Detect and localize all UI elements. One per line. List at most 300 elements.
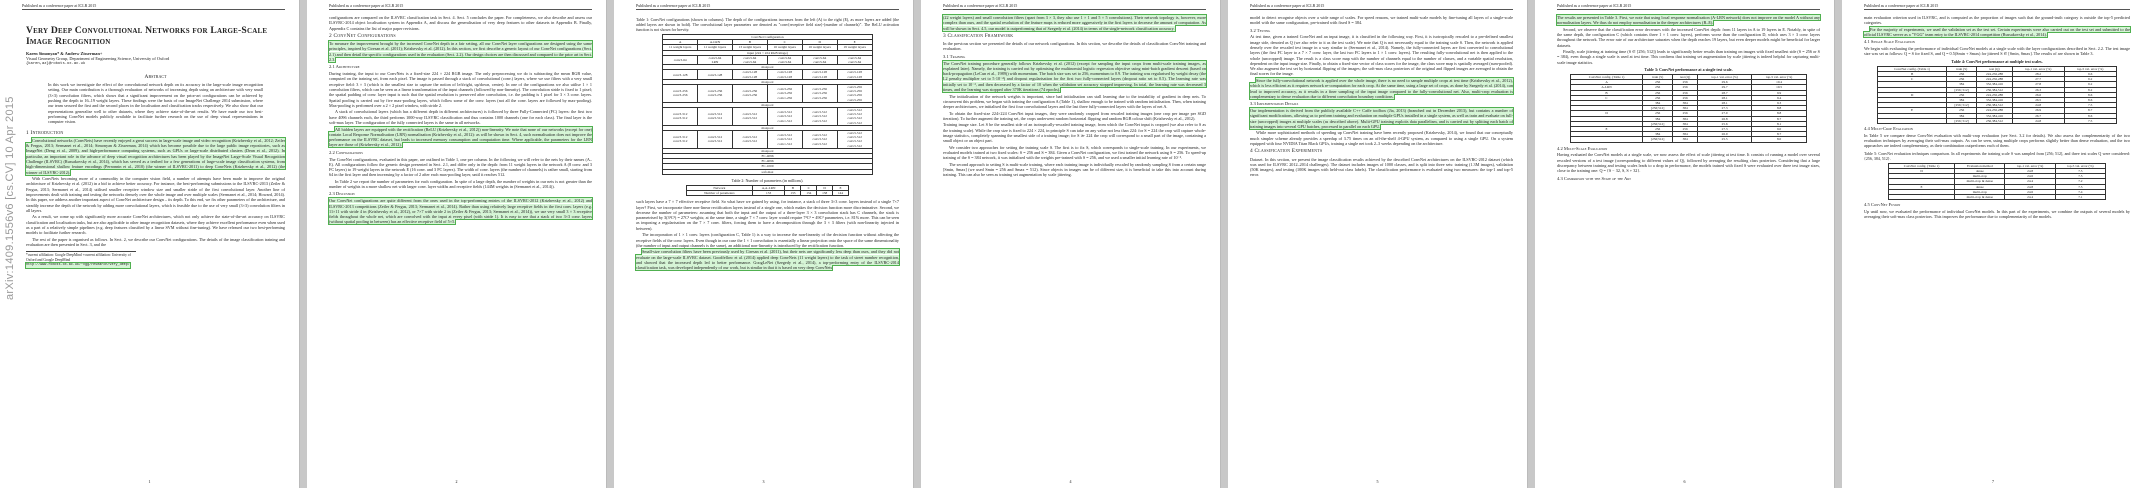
table1-block-cell bbox=[802, 108, 837, 126]
table2-cell: 138 bbox=[817, 191, 833, 196]
paragraph: With ConvNets becoming more of a commodity in the computer vision field, a number of attempts have been made to improve the original architecture of Krizhevsky et al. (2012) in a bid to achieve better accuracy. For instance, the best-performing submissions to the ILSVRC-2013 (Zeiler & Fergus, 2013; Sermanet et al., 2014) utilised smaller receptive window size and smaller stride of the first convolutional layer. Another line of improvements dealt with training and testing the networks densely over the whole image and over multiple scales (Sermanet et al., 2014; Howard, 2014). In this paper, we address another important aspect of ConvNet architecture design – its depth. To this end, we fix other parameters of the architecture, and steadily increase the depth of the network by adding more convolutional layers, which is feasible due to the use of very small (3×3) convolution filters in all layers. bbox=[26, 176, 285, 213]
table1-layer: conv3-512 bbox=[777, 114, 793, 119]
section-heading: 4 Classification Experiments bbox=[1250, 148, 1323, 155]
table5-cell: 7.1 bbox=[2055, 194, 2105, 199]
table3-cell: 384 bbox=[1673, 137, 1698, 142]
table1-block-cell bbox=[663, 55, 698, 64]
running-header: Published as a conference paper at ICLR 2015 bbox=[1250, 3, 1325, 8]
abstract-text: In this work we investigate the effect of the convolutional network depth on its accuracy in the large-scale image recognition setting. Our main contribution is a thorough evaluation of networks of increasing depth using an architecture with very small (3×3) convolution filters, which shows that a significant improvement on the prior-art configurations can be achieved by pushing the depth to 16–19 weight layers. These findings were the basis of our ImageNet Challenge 2014 submission, where our team secured the first and the second places in the localisation and classification tracks respectively. We also show that our representations generalise well to other datasets, where they achieve state-of-the-art results. We have made our two best-performing ConvNet models publicly available to facilitate further research on the use of deep visual representations in computer vision. bbox=[48, 82, 263, 125]
running-header: Published as a conference paper at ICLR 2015 bbox=[943, 3, 1018, 8]
table4-cell: 26.5 bbox=[2012, 97, 2064, 102]
table5-cell: 24.4 bbox=[2005, 194, 2055, 199]
table5-cell: multi-crop bbox=[1955, 174, 2005, 179]
table4-cell: 27.7 bbox=[2012, 77, 2064, 82]
table4-cell bbox=[1878, 118, 1947, 123]
running-header: Published as a conference paper at ICLR 2015 bbox=[1864, 3, 1939, 8]
table5-cell: 24.8 bbox=[2005, 184, 2055, 189]
table1-layer: conv3-512 bbox=[812, 133, 827, 138]
table3-cell: 256 bbox=[1673, 85, 1698, 90]
table5-caption: Table 5: ConvNet evaluation techniques comparison. In all experiments the training scale S was sampled from [256; 512], and three test scales Q were considered: {256, 384, 512}. bbox=[1864, 150, 2130, 161]
table1-layer: conv3-128 bbox=[777, 74, 793, 79]
table3-cell: 384 bbox=[1673, 121, 1698, 126]
table5-cell: multi-crop & dense bbox=[1955, 194, 2005, 199]
table3-cell: 28.1 bbox=[1697, 95, 1751, 100]
table3-cell: 256 bbox=[1642, 95, 1672, 100]
table2-cell: 133 bbox=[785, 191, 801, 196]
table3-header-cell: top-5 val. error (%) bbox=[1752, 75, 1806, 80]
table2-header-cell: C bbox=[801, 185, 817, 190]
table-row bbox=[1888, 194, 2105, 199]
page-body bbox=[636, 15, 899, 474]
table2-data-row bbox=[686, 191, 848, 196]
table1-block-cell bbox=[663, 70, 698, 79]
table1-block-cell bbox=[732, 55, 767, 64]
table3-cell bbox=[1571, 137, 1643, 142]
paragraph: Second, we observe that the classification error decreases with the increased ConvNet depth: from 11 layers in A to 19 layers in E. Notably, in spite of the same depth, the configuration C (which contains three 1 × 1 conv. layers), performs worse than the configuration D, which uses 3 × 3 conv. layers throughout the network. The error rate of our architecture saturates when the depth reaches 19 layers, but even deeper models might be beneficial for larger datasets. bbox=[1557, 26, 1820, 48]
paragraph: To obtain the fixed-size 224×224 ConvNet input images, they were randomly cropped from rescaled training images (one crop per image per SGD iteration). To further augment the training set, the crops underwent random horizontal flipping and random RGB colour shift (Krizhevsky et al., 2012). bbox=[943, 110, 1206, 121]
running-header: Published as a conference paper at ICLR 2015 bbox=[1557, 3, 1632, 8]
paragraph bbox=[26, 138, 285, 175]
table3-cell: 256 bbox=[1673, 111, 1698, 116]
paragraph bbox=[1250, 78, 1513, 99]
table1-layer: conv3-128 bbox=[742, 70, 758, 75]
table1-layer: conv3-512 bbox=[742, 116, 758, 121]
table1-block-cell bbox=[802, 85, 837, 103]
table4-body bbox=[1878, 71, 2116, 123]
header-rule bbox=[943, 9, 1206, 10]
table1-layer: conv3-512 bbox=[707, 135, 723, 140]
footnote-affiliation: *current affiliation: Google DeepMind +current affiliation: University of Oxford and Google DeepMind bbox=[26, 253, 131, 262]
table4-cell: 256 bbox=[1946, 77, 1977, 82]
table1-fc-layer: FC-1000 bbox=[663, 164, 872, 169]
table1-layer: conv3-256 bbox=[812, 95, 827, 100]
paper-page-7 bbox=[1842, 0, 2144, 488]
table3-cell: 256 bbox=[1642, 80, 1672, 85]
table4-cell: C bbox=[1878, 77, 1947, 82]
table5-cell: 7.4 bbox=[2055, 189, 2105, 194]
table1-layer: conv3-256 bbox=[812, 87, 827, 92]
table3-cell: 8.8 bbox=[1752, 106, 1806, 111]
table-convnet-configurations bbox=[662, 34, 872, 175]
paper-page-2 bbox=[307, 0, 607, 488]
table1-block-cell bbox=[698, 131, 733, 149]
paper-page-3 bbox=[614, 0, 914, 488]
paragraph: We consider two approaches for setting the training scale S. The first is to fix S, which corresponds to single-scale training. In our experiments, we evaluated models trained at two fixed scales: S = 256 and S = 384. Given a ConvNet configuration, we first trained the network using S = 256. To speed-up training of the S = 384 network, it was initialised with the weights pre-trained with S = 256, and we used a smaller initial learning rate of 10⁻³. bbox=[943, 144, 1206, 161]
table1-layer: conv3-512 bbox=[742, 135, 758, 140]
page-body bbox=[1557, 15, 1820, 474]
paragraph: We begin with evaluating the performance of individual ConvNet models at a single scale with the layer configurations described in Sect. 2.2. The test image size was set as follows: Q = S for fixed S, and Q = 0.5(Smin + Smax) for jittered S ∈ [Smin, Smax]. The results of are shown in Table 3. bbox=[1864, 46, 2130, 57]
table5-cell: multi-crop bbox=[1955, 189, 2005, 194]
table1-layer: conv3-512 bbox=[672, 135, 688, 140]
table4-cell: [256; 512] bbox=[1946, 87, 1977, 92]
table1-layer: conv3-256 bbox=[847, 85, 862, 90]
table3-cell: 384 bbox=[1673, 132, 1698, 137]
table5-cell: 24.4 bbox=[2005, 179, 2055, 184]
subsection-heading: 2.2 Configurations bbox=[329, 149, 363, 155]
table5-cell: 7.5 bbox=[2055, 174, 2105, 179]
table3-cell: 256 bbox=[1673, 80, 1698, 85]
table1-fc-layer: soft-max bbox=[663, 169, 872, 174]
table3-cell: 27.3 bbox=[1697, 127, 1751, 132]
table3-cell: 26.9 bbox=[1697, 132, 1751, 137]
paragraph: model to detect recognise objects over a wide range of scales. For speed reasons, we trained multi-scale models by fine-tuning all layers of a single-scale model with the same configuration, pre-trained with fixed S = 384. bbox=[1250, 15, 1513, 26]
table1-depth: 16 weight layers bbox=[802, 45, 837, 50]
table4-header-cell: top-1 val. error (%) bbox=[2012, 66, 2064, 71]
table1-column-name: B bbox=[732, 40, 767, 45]
table2-header-cell: E bbox=[833, 185, 849, 190]
table1-maxpool: maxpool bbox=[663, 148, 872, 153]
cited-text[interactable]: Our implementation is derived from the publicly available C++ Caffe toolbox (Jia, 2013) (branched out in December 2013), but contains a number of significant modifications, allowing us to perform training and evaluation on multiple GPUs installed in a single system, as well as train and evaluate on full-size (uncropped) images at multiple scales (as described above). Multi-GPU training exploits data parallelism, and is carried out by splitting each batch of training images into several GPU batches, processed in parallel on each GPU. bbox=[1250, 107, 1513, 129]
page-body bbox=[1250, 15, 1513, 474]
table4-cell: [256; 512] bbox=[1946, 118, 1977, 123]
table2-cell: 134 bbox=[801, 191, 817, 196]
table3-cell: 384 bbox=[1642, 132, 1672, 137]
section-heading-introduction: 1 Introduction bbox=[26, 129, 64, 136]
paper-page-1 bbox=[0, 0, 300, 488]
table3-cell: 25.5 bbox=[1697, 137, 1751, 142]
table1-depth: 11 weight layers bbox=[698, 45, 733, 50]
table5-cell: 7.2 bbox=[2055, 179, 2105, 184]
table3-cell: 256 bbox=[1673, 127, 1698, 132]
cited-text[interactable]: For the majority of experiments, we used the validation set as the test set. Certain experiments were also carried out on the test set and submitted to the official ILSVRC server as a "VGG" team entry to the ILSVRC-2014 competition (Russakovsky et al., 2014). bbox=[1864, 26, 2130, 38]
subsection-heading: 3.2 Testing bbox=[1250, 27, 1271, 33]
subsection-heading: 3.1 Training bbox=[943, 53, 966, 59]
paragraph: At test time, given a trained ConvNet and an input image, it is classified in the following way. First, it is isotropically rescaled to a pre-defined smallest image side, denoted as Q (we also refer to it as the test scale). We note that Q is not necessarily equal to the training scale S. Then, the network is applied densely over the rescaled test image in a way similar to (Sermanet et al., 2014). Namely, the fully-connected layers are first converted to convolutional layers (the first FC layer to a 7 × 7 conv. layer, the last two FC layers to 1 × 1 conv. layers). The resulting fully-convolutional net is then applied to the whole (uncropped) image. The result is a class score map with the number of channels equal to the number of classes, and a variable spatial resolution, dependent on the input image size. Finally, to obtain a fixed-size vector of class scores for the image, the class score map is spatially averaged (sum-pooled). We also augment the test set by horizontal flipping of the images; the soft-max class posteriors of the original and flipped images are averaged to obtain the final scores for the image. bbox=[1250, 34, 1513, 77]
table1-input: input (224 × 224 RGB image) bbox=[663, 50, 872, 55]
paragraph: In the previous section we presented the details of our network configurations. In this section, we describe the details of classification ConvNet training and evaluation. bbox=[943, 41, 1206, 52]
table1-layer: conv3-512 bbox=[847, 131, 862, 136]
paragraph: In Table 5 we compare dense ConvNet evaluation with multi-crop evaluation (see Sect. 3.2 for details). We also assess the complementarity of the two evaluation techniques by averaging their soft-max outputs. As can be seen, using multiple crops performs slightly better than dense evaluation, and the two approaches are indeed complementary, as their combination outperforms each of them. bbox=[1864, 132, 2130, 149]
table3-cell: [256;512] bbox=[1642, 106, 1672, 111]
header-rule bbox=[1557, 9, 1820, 10]
project-link[interactable]: http://www.robots.ox.ac.uk/~vgg/research/very_deep/ bbox=[26, 263, 130, 268]
cited-text[interactable]: To measure the improvement brought by the increased ConvNet depth in a fair setting, all our ConvNet layer configurations are designed using the same principles, inspired by Ciresan et al. (2011); Krizhevsky et al. (2012). In this section, we first describe a generic layout of our ConvNet configurations (Sect. 2.1) and then detail the specific configurations used in the evaluation (Sect. 2.2). Our design choices are then discussed and compared to the prior art in Sect. 2.3. bbox=[329, 41, 592, 63]
running-header: Published as a conference paper at ICLR 2015 bbox=[329, 3, 404, 8]
subsection-heading: 4.1 Single Scale Evaluation bbox=[1864, 39, 1915, 45]
table1-conv-block bbox=[663, 85, 872, 103]
table4-cell: 256,384,512 bbox=[1977, 103, 2012, 108]
table1-layer: conv3-256 bbox=[777, 87, 793, 92]
table1-layer: conv3-256 bbox=[847, 97, 862, 102]
table4-cell: 27.8 bbox=[2012, 82, 2064, 87]
table1-layer: conv3-64 bbox=[778, 55, 792, 60]
table1-layer: conv3-128 bbox=[847, 74, 862, 79]
page-body bbox=[943, 15, 1206, 474]
table4-cell: D bbox=[1878, 92, 1947, 97]
table3-cell: 8.0 bbox=[1752, 137, 1806, 142]
table-row bbox=[1878, 118, 2116, 123]
cited-text[interactable]: All hidden layers are equipped with the rectification (ReLU (Krizhevsky et al., 2012)) non-linearity. We note that none of our networks (except for one) contain Local Response Normalisation (LRN) normalisation (Krizhevsky et al., 2012): as will be shown in Sect. 4, such normalisation does not improve the performance on the ILSVRC dataset, but leads to increased memory consumption and computation time. Where applicable, the parameters for the LRN layer are those of (Krizhevsky et al., 2012). bbox=[329, 126, 592, 148]
cited-text[interactable]: The results are presented in Table 3. First, we note that using local response normalisation (A-LRN network) does not improve on the model A without any normalisation layers. We thus do not employ normalisation in the deeper architectures (B–E). bbox=[1557, 15, 1820, 26]
table1-layer: conv3-64 bbox=[708, 55, 722, 60]
table5-cell: multi-crop & dense bbox=[1955, 179, 2005, 184]
table4-header-cell: test (Q) bbox=[1977, 66, 2012, 71]
table3-cell: 9.3 bbox=[1752, 101, 1806, 106]
table2-header-cell: D bbox=[817, 185, 833, 190]
table1-layer: conv3-128 bbox=[672, 72, 688, 77]
paragraph bbox=[329, 41, 592, 62]
affiliation: Visual Geometry Group, Department of Engineering Science, University of Oxford bbox=[26, 56, 170, 62]
paragraph bbox=[1864, 27, 2130, 38]
table1-layer: conv1-512 bbox=[777, 118, 793, 123]
table4-cell: 7.5 bbox=[2064, 103, 2116, 108]
table1-layer: conv3-256 bbox=[707, 93, 723, 98]
table1-block-cell bbox=[732, 70, 767, 79]
footnote bbox=[26, 251, 136, 267]
table4-cell: 352,384,416 bbox=[1977, 82, 2012, 87]
table1-block-cell bbox=[698, 85, 733, 103]
table1-layer: conv3-512 bbox=[672, 116, 688, 121]
paragraph bbox=[943, 15, 1206, 31]
table5-cell: dense bbox=[1955, 168, 2005, 173]
table-evaluation-techniques bbox=[1888, 163, 2106, 200]
table1-maxpool: maxpool bbox=[663, 125, 872, 130]
table1-block-cell bbox=[837, 70, 872, 79]
paper-title: Very Deep Convolutional Networks for Large-Scale Image Recognition bbox=[26, 25, 268, 47]
table1-maxpool: maxpool bbox=[663, 102, 872, 107]
table3-cell: B bbox=[1571, 90, 1643, 95]
table5-cell: 7.5 bbox=[2055, 168, 2105, 173]
table1-layer: conv1-256 bbox=[777, 95, 793, 100]
table3-cell: 256 bbox=[1642, 85, 1672, 90]
arxiv-stamp: arXiv:1409.1556v6 [cs.CV] 10 Apr 2015 bbox=[4, 96, 16, 300]
table1-layer: conv3-512 bbox=[847, 116, 862, 121]
table4-cell: 8.6 bbox=[2064, 97, 2116, 102]
table5-cell bbox=[1888, 194, 1954, 199]
table3-cell: 29.7 bbox=[1697, 85, 1751, 90]
table4-cell: 9.2 bbox=[2064, 77, 2116, 82]
table4-cell: 24.8 bbox=[2012, 118, 2064, 123]
page-number: 1 bbox=[148, 479, 151, 484]
table3-cell: 10.5 bbox=[1752, 85, 1806, 90]
table4-cell: 8.6 bbox=[2064, 113, 2116, 118]
running-header: Published as a conference paper at ICLR 2015 bbox=[22, 3, 97, 8]
paragraph: main evaluation criterion used in ILSVRC, and is computed as the proportion of images such that the ground-truth category is outside the top-5 predicted categories. bbox=[1864, 15, 2130, 26]
table1-layer: conv3-256 bbox=[847, 93, 862, 98]
table1-block-cell bbox=[767, 85, 802, 103]
table1-maxpool: maxpool bbox=[663, 65, 872, 70]
table1-block-cell bbox=[837, 108, 872, 126]
cited-text[interactable]: Convolutional networks (ConvNets) have recently enjoyed a great success in large-scale image and video recognition (Krizhevsky et al., 2012; Zeiler & Fergus, 2013; Sermanet et al., 2014; Simonyan & Zisserman, 2014) which has become possible due to the large public image repositories, such as ImageNet (Deng et al., 2009), and high-performance computing systems, such as GPUs or large-scale distributed clusters (Dean et al., 2012). In particular, an important role in the advance of deep visual recognition architectures has been played by the ImageNet Large-Scale Visual Recognition Challenge (ILSVRC) (Russakovsky et al., 2014), which has served as a testbed for a few generations of large-scale image classification systems, from high-dimensional shallow feature encodings (Perronnin et al., 2010) (the winner of ILSVRC-2011) to deep ConvNets (Krizhevsky et al., 2012) (the winner of ILSVRC-2012). bbox=[26, 137, 285, 175]
table3-cell: 29.6 bbox=[1697, 80, 1751, 85]
table1-layer: conv3-512 bbox=[707, 139, 723, 144]
table1-block-cell bbox=[837, 55, 872, 64]
table3-body bbox=[1571, 80, 1807, 142]
table4-cell: 256,384,512 bbox=[1977, 118, 2012, 123]
table4-cell: 256,384,512 bbox=[1977, 87, 2012, 92]
table2-header-cell: Network bbox=[686, 185, 752, 190]
table3-cell: 28.7 bbox=[1697, 90, 1751, 95]
paragraph: Up until now, we evaluated the performance of individual ConvNet models. In this part of the experiments, we combine the outputs of several models by averaging their soft-max class posteriors. This improves the performance due to complementarity of the models. bbox=[1864, 208, 2130, 220]
table3-cell: 9.9 bbox=[1752, 90, 1806, 95]
table3-cell: 26.8 bbox=[1697, 116, 1751, 121]
table2-cell: Number of parameters bbox=[686, 191, 752, 196]
table4-caption: Table 4: ConvNet performance at multiple test scales. bbox=[1951, 58, 2043, 64]
header-rule bbox=[636, 9, 899, 10]
table1-depth: 19 weight layers bbox=[837, 45, 872, 50]
table4-cell: B bbox=[1878, 71, 1947, 76]
table4-cell: 352,384,416 bbox=[1977, 113, 2012, 118]
header-rule bbox=[1864, 9, 2130, 10]
table-parameters bbox=[686, 185, 849, 196]
table3-cell: 27.0 bbox=[1697, 111, 1751, 116]
table1-layer: conv3-512 bbox=[777, 133, 793, 138]
table5-cell: 24.8 bbox=[2005, 168, 2055, 173]
table1-depth: 16 weight layers bbox=[767, 45, 802, 50]
table3-cell: 8.1 bbox=[1752, 121, 1806, 126]
table1-layer: conv3-256 bbox=[672, 93, 688, 98]
table3-caption: Table 3: ConvNet performance at a single test scale. bbox=[1644, 67, 1733, 73]
cited-text[interactable]: Since the fully-convolutional network is applied over the whole image, there is no need to sample multiple crops at test time (Krizhevsky et al., 2012), which is less efficient as it requires network re-computation for each crop. At the same time, using a large set of crops, as done by Szegedy et al. (2014), can lead to improved accuracy, as it results in a finer sampling of the input image compared to the fully-convolutional net. Also, multi-crop evaluation is complementary to dense evaluation due to different convolution boundary conditions. bbox=[1250, 77, 1513, 99]
table1-layer: conv3-512 bbox=[777, 137, 793, 142]
table1-layer: conv3-64 bbox=[848, 60, 862, 65]
table3-cell: A-LRN bbox=[1571, 85, 1643, 90]
table1-block-cell bbox=[767, 131, 802, 149]
cited-text[interactable]: Our ConvNet configurations are quite different from the ones used in the top-performing entries of the ILSVRC-2012 (Krizhevsky et al., 2012) and ILSVRC-2013 competitions (Zeiler & Fergus, 2013; Sermanet et al., 2014). Rather than using relatively large receptive fields in the first conv. layers (e.g. 11×11 with stride 4 in (Krizhevsky et al., 2012), or 7×7 with stride 2 in (Zeiler & Fergus, 2013; Sermanet et al., 2014)), we use very small 3 × 3 receptive fields throughout the whole net, which are convolved with the input at every pixel (with stride 1). It is easy to see that a stack of two 3×3 conv. layers (without spatial pooling in between) has an effective receptive field of 5×5. bbox=[329, 198, 592, 225]
table4-cell: E bbox=[1878, 108, 1947, 113]
author-email: {karen,az}@robots.ox.ac.uk bbox=[26, 61, 86, 66]
table1-layer: conv3-512 bbox=[847, 112, 862, 117]
table1-caption: Table 1: ConvNet configurations (shown in columns). The depth of the configurations increases from the left (A) to the right (E), as more layers are added (the added layers are shown in bold). The convolutional layer parameters are denoted as "conv⟨receptive field size⟩-⟨number of channels⟩". The ReLU activation function is not shown for brevity. bbox=[636, 17, 899, 32]
table1-column-name: C bbox=[767, 40, 802, 45]
table4-cell: 224,256,288 bbox=[1977, 108, 2012, 113]
table1-layer: conv3-256 bbox=[742, 93, 758, 98]
table3-cell: 256 bbox=[1673, 90, 1698, 95]
paragraph: The incorporation of 1 × 1 conv. layers (configuration C, Table 1) is a way to increase the non-linearity of the decision function without affecting the receptive fields of the conv. layers. Even though in our case the 1 × 1 convolution is essentially a linear projection onto the space of the same dimensionality (the number of input and output channels is the same), an additional non-linearity is introduced by the rectification function. bbox=[636, 232, 899, 248]
section-heading: 2 ConvNet Configurations bbox=[329, 32, 396, 39]
page-number: 2 bbox=[455, 479, 458, 484]
table5-header-cell: ConvNet config. (Table 1) bbox=[1888, 163, 1954, 168]
table4-cell: 24.8 bbox=[2012, 103, 2064, 108]
page-body bbox=[26, 15, 285, 474]
table1-column-name: A bbox=[663, 40, 698, 45]
table3-cell: 8.8 bbox=[1752, 111, 1806, 116]
table4-cell: 256 bbox=[1946, 108, 1977, 113]
page-number: 4 bbox=[1069, 479, 1072, 484]
table3-cell: 9.0 bbox=[1752, 127, 1806, 132]
table3-cell: [256;512] bbox=[1642, 121, 1672, 126]
paragraph: The ConvNet configurations, evaluated in this paper, are outlined in Table 1, one per column. In the following we will refer to the nets by their names (A–E). All configurations follow the generic design presented in Sect. 2.1, and differ only in the depth: from 11 weight layers in the network A (8 conv. and 3 FC layers) to 19 weight layers in the network E (16 conv. and 3 FC layers). The width of conv. layers (the number of channels) is rather small, starting from 64 in the first layer and then increasing by a factor of 2 after each max-pooling layer, until it reaches 512. bbox=[329, 156, 592, 178]
table3-cell: 256 bbox=[1673, 95, 1698, 100]
table1-layer: conv3-512 bbox=[812, 141, 827, 146]
header-rule bbox=[1250, 9, 1513, 10]
table1-layer: conv3-256 bbox=[672, 89, 688, 94]
table1-block-cell bbox=[767, 108, 802, 126]
table1-block-cell bbox=[732, 131, 767, 149]
table1-block-cell bbox=[698, 70, 733, 79]
table3-cell: 384 bbox=[1642, 116, 1672, 121]
cited-text[interactable]: The ConvNet training procedure generally follows Krizhevsky et al. (2012) (except for sampling the input crops from multi-scale training images, as explained later). Namely, the training is carried out by optimising the multinomial logistic regression objective using mini-batch gradient descent (based on back-propagation (LeCun et al., 1989)) with momentum. The batch size was set to 256, momentum to 0.9. The training was regularised by weight decay (the L2 penalty multiplier set to 5·10⁻⁴) and dropout regularisation for the first two fully-connected layers (dropout ratio set to 0.5). The learning rate was initially set to 10⁻², and then decreased by a factor of 10 when the validation set accuracy stopped improving. In total, the learning rate was decreased 3 times, and the learning was stopped after 370K iterations (74 epochs). bbox=[943, 60, 1206, 93]
table5-header-cell: Evaluation method bbox=[1955, 163, 2005, 168]
page-number: 7 bbox=[1992, 479, 1994, 484]
table4-cell: 26.9 bbox=[2012, 108, 2064, 113]
cited-text[interactable]: Small-size convolution filters have been previously used by Ciresan et al. (2011), but their nets are significantly less deep than ours, and they did not evaluate on the large-scale ILSVRC dataset. Goodfellow et al. (2014) applied deep ConvNets (11 weight layers) to the task of street number recognition, and showed that the increased depth led to better performance. GoogLeNet (Szegedy et al., 2014), a top-performing entry of the ILSVRC-2014 classification task, was developed independently of our work, but is similar in that it is based on very deep ConvNets bbox=[636, 249, 899, 271]
table-single-scale bbox=[1570, 74, 1807, 143]
subsection-heading: 4.5 ConvNet Fusion bbox=[1864, 202, 1901, 208]
table1-layer: conv3-512 bbox=[847, 139, 862, 144]
paragraph: A stack of convolutional layers (which has a different depth in different architectures) is followed by three Fully-Connected (FC) layers: the first two have 4096 channels each, the third performs 1000-way ILSVRC classification and thus contains 1000 channels (one for each class). The final layer is the soft-max layer. The configuration of the fully connected layers is the same in all networks. bbox=[329, 109, 592, 126]
table4-header-row bbox=[1878, 66, 2116, 71]
table1-block-cell bbox=[663, 85, 698, 103]
cited-text[interactable]: (22 weight layers) and small convolution filters (apart from 3 × 3, they also use 1 × 1 and 5 × 5 convolutions). Their network topology is, however, more complex than ours, and the spatial resolution of the feature maps is reduced more aggressively in the first layers to decrease the amount of computation. As will be shown in Sect. 4.5, our model is outperforming that of Szegedy et al. (2014) in terms of the single-network classification accuracy. bbox=[943, 15, 1206, 31]
table2-header-cell: A,A-LRN bbox=[752, 185, 785, 190]
table1-block-cell bbox=[663, 131, 698, 149]
page-number: 3 bbox=[762, 479, 765, 484]
table4-cell: 26.7 bbox=[2012, 113, 2064, 118]
table1-layer: conv1-512 bbox=[777, 141, 793, 146]
table1-layer: conv3-512 bbox=[742, 112, 758, 117]
paragraph bbox=[1250, 108, 1513, 129]
table1-layer: conv3-512 bbox=[847, 135, 862, 140]
table1-layer: conv3-256 bbox=[742, 89, 758, 94]
table3-cell: C bbox=[1571, 95, 1643, 100]
paragraph bbox=[943, 61, 1206, 93]
paragraph: As a result, we come up with significantly more accurate ConvNet architectures, which not only achieve the state-of-the-art accuracy on ILSVRC classification and localisation tasks, but are also applicable to other image recognition datasets, where they achieve excellent performance even when used as a part of a relatively simple pipelines (e.g. deep features classified by a linear SVM without fine-tuning). We have released our two best-performing models to facilitate further research. bbox=[26, 214, 285, 236]
table5-header-cell: top-5 val. error (%) bbox=[2055, 163, 2105, 168]
subsection-heading: 4.4 Multi-Crop Evaluation bbox=[1864, 126, 1913, 131]
table4-cell: 26.3 bbox=[2012, 87, 2064, 92]
paragraph: The second approach to setting S is multi-scale training, where each training image is individually rescaled by randomly sampling S from a certain range [Smin, Smax] (we used Smin = 256 and Smax = 512). Since objects in images can be of different size, it is beneficial to take this into account during training. This can also be seen as training set augmentation by scale jittering. bbox=[943, 161, 1206, 178]
table1-conv-block bbox=[663, 70, 872, 79]
page-number: 6 bbox=[1683, 479, 1686, 484]
table1-conv-block bbox=[663, 55, 872, 64]
paragraph: The initialisation of the network weights is important, since bad initialisation can stall learning due to the instability of gradient in deep nets. To circumvent this problem, we began with training the configuration A (Table 1), shallow enough to be trained with random initialisation. Then, when training deeper architectures, we initialised the first four convolutional layers and the last three fully-connected layers with the layers of net A. bbox=[943, 93, 1206, 110]
table4-cell: 9.6 bbox=[2064, 71, 2116, 76]
subsection-heading: 2.1 Architecture bbox=[329, 64, 360, 70]
table3-header-cell: ConvNet config. (Table 1) bbox=[1571, 75, 1643, 80]
table1-layer: conv3-512 bbox=[812, 114, 827, 119]
table1-layer: conv3-512 bbox=[742, 139, 758, 144]
table5-body bbox=[1888, 168, 2105, 199]
table5-cell: 24.6 bbox=[2005, 174, 2055, 179]
table2-cell: 144 bbox=[833, 191, 849, 196]
table1-block-cell bbox=[767, 70, 802, 79]
paragraph bbox=[1557, 15, 1820, 26]
paragraph: Having evaluated the ConvNet models at a single scale, we now assess the effect of scale jittering at test time. It consists of running a model over several rescaled versions of a test image (corresponding to different values of Q), followed by averaging the resulting class posteriors. Considering that a large discrepancy between training and testing scales leads to a drop in performance, the models trained with fixed S were evaluated over three test image sizes, close to the training one: Q = {S − 32, S, S + 32}. bbox=[1557, 152, 1820, 174]
abstract-heading: Abstract bbox=[144, 73, 167, 80]
table1-block-cell bbox=[802, 131, 837, 149]
paragraph: such layers have a 7 × 7 effective receptive field. So what have we gained by using, for instance, a stack of three 3×3 conv. layers instead of a single 7×7 layer? First, we incorporate three non-linear rectification layers instead of a single one, which makes the decision function more discriminative. Second, we decrease the number of parameters: assuming that both the input and the output of a three-layer 3 × 3 convolution stack has C channels, the stack is parametrised by 3(3²C²) = 27C² weights; at the same time, a single 7 × 7 conv. layer would require 7²C² = 49C² parameters, i.e. 81% more. This can be seen as imposing a regularisation on the 7 × 7 conv. filters, forcing them to have a decomposition through the 3 × 3 filters (with non-linearity injected in between). bbox=[636, 199, 899, 231]
page-body bbox=[1864, 15, 2130, 474]
table3-cell: 256 bbox=[1642, 90, 1672, 95]
paragraph: Finally, scale jittering at training time (S ∈ [256; 512]) leads to significantly better results than training on images with fixed smallest side (S = 256 or S = 384), even though a single scale is used at test time. This confirms that training set augmentation by scale jittering is indeed helpful for capturing multi-scale image statistics. bbox=[1557, 49, 1820, 65]
table1-layer: conv3-512 bbox=[672, 139, 688, 144]
table1-column-name: A-LRN bbox=[698, 40, 733, 45]
table1-fc-layer: FC-4096 bbox=[663, 154, 872, 159]
table1-fc-row bbox=[663, 169, 872, 174]
table1-layer: conv3-512 bbox=[777, 110, 793, 115]
table1-layer: conv3-256 bbox=[812, 91, 827, 96]
paragraph: During training, the input to our ConvNets is a fixed-size 224 × 224 RGB image. The only preprocessing we do is subtracting the mean RGB value, computed on the training set, from each pixel. The image is passed through a stack of convolutional (conv.) layers, where we use filters with a very small receptive field: 3 × 3 (which is the smallest size to capture the notion of left/right, up/down, center). In one of the configurations we also utilise 1 × 1 convolution filters, which can be seen as a linear transformation of the input channels (followed by non-linearity). The convolution stride is fixed to 1 pixel; the spatial padding of conv. layer input is such that the spatial resolution is preserved after convolution, i.e. the padding is 1 pixel for 3 × 3 conv. layers. Spatial pooling is carried out by five max-pooling layers, which follow some of the conv. layers (not all the conv. layers are followed by max-pooling). Max-pooling is performed over a 2 × 2 pixel window, with stride 2. bbox=[329, 71, 592, 108]
table3-header-row bbox=[1571, 75, 1807, 80]
table3-cell: 256 bbox=[1642, 111, 1672, 116]
table1-fc-layer: FC-4096 bbox=[663, 159, 872, 164]
table5-cell: D bbox=[1888, 168, 1954, 173]
paragraph bbox=[329, 127, 592, 148]
table4-cell: 26.6 bbox=[2012, 92, 2064, 97]
running-header: Published as a conference paper at ICLR 2015 bbox=[636, 3, 711, 8]
table3-cell: 25.6 bbox=[1697, 121, 1751, 126]
table1-layer: conv3-512 bbox=[847, 143, 862, 148]
table1-layer: conv3-512 bbox=[812, 137, 827, 142]
table1-layer: conv3-512 bbox=[707, 112, 723, 117]
table3-cell: A bbox=[1571, 80, 1643, 85]
table-multi-scale bbox=[1877, 66, 2116, 124]
table1-layer: conv3-256 bbox=[707, 89, 723, 94]
table3-cell: [256;512] bbox=[1642, 137, 1672, 142]
table1-layer: conv3-128 bbox=[742, 74, 758, 79]
table1-layer: conv3-512 bbox=[812, 110, 827, 115]
